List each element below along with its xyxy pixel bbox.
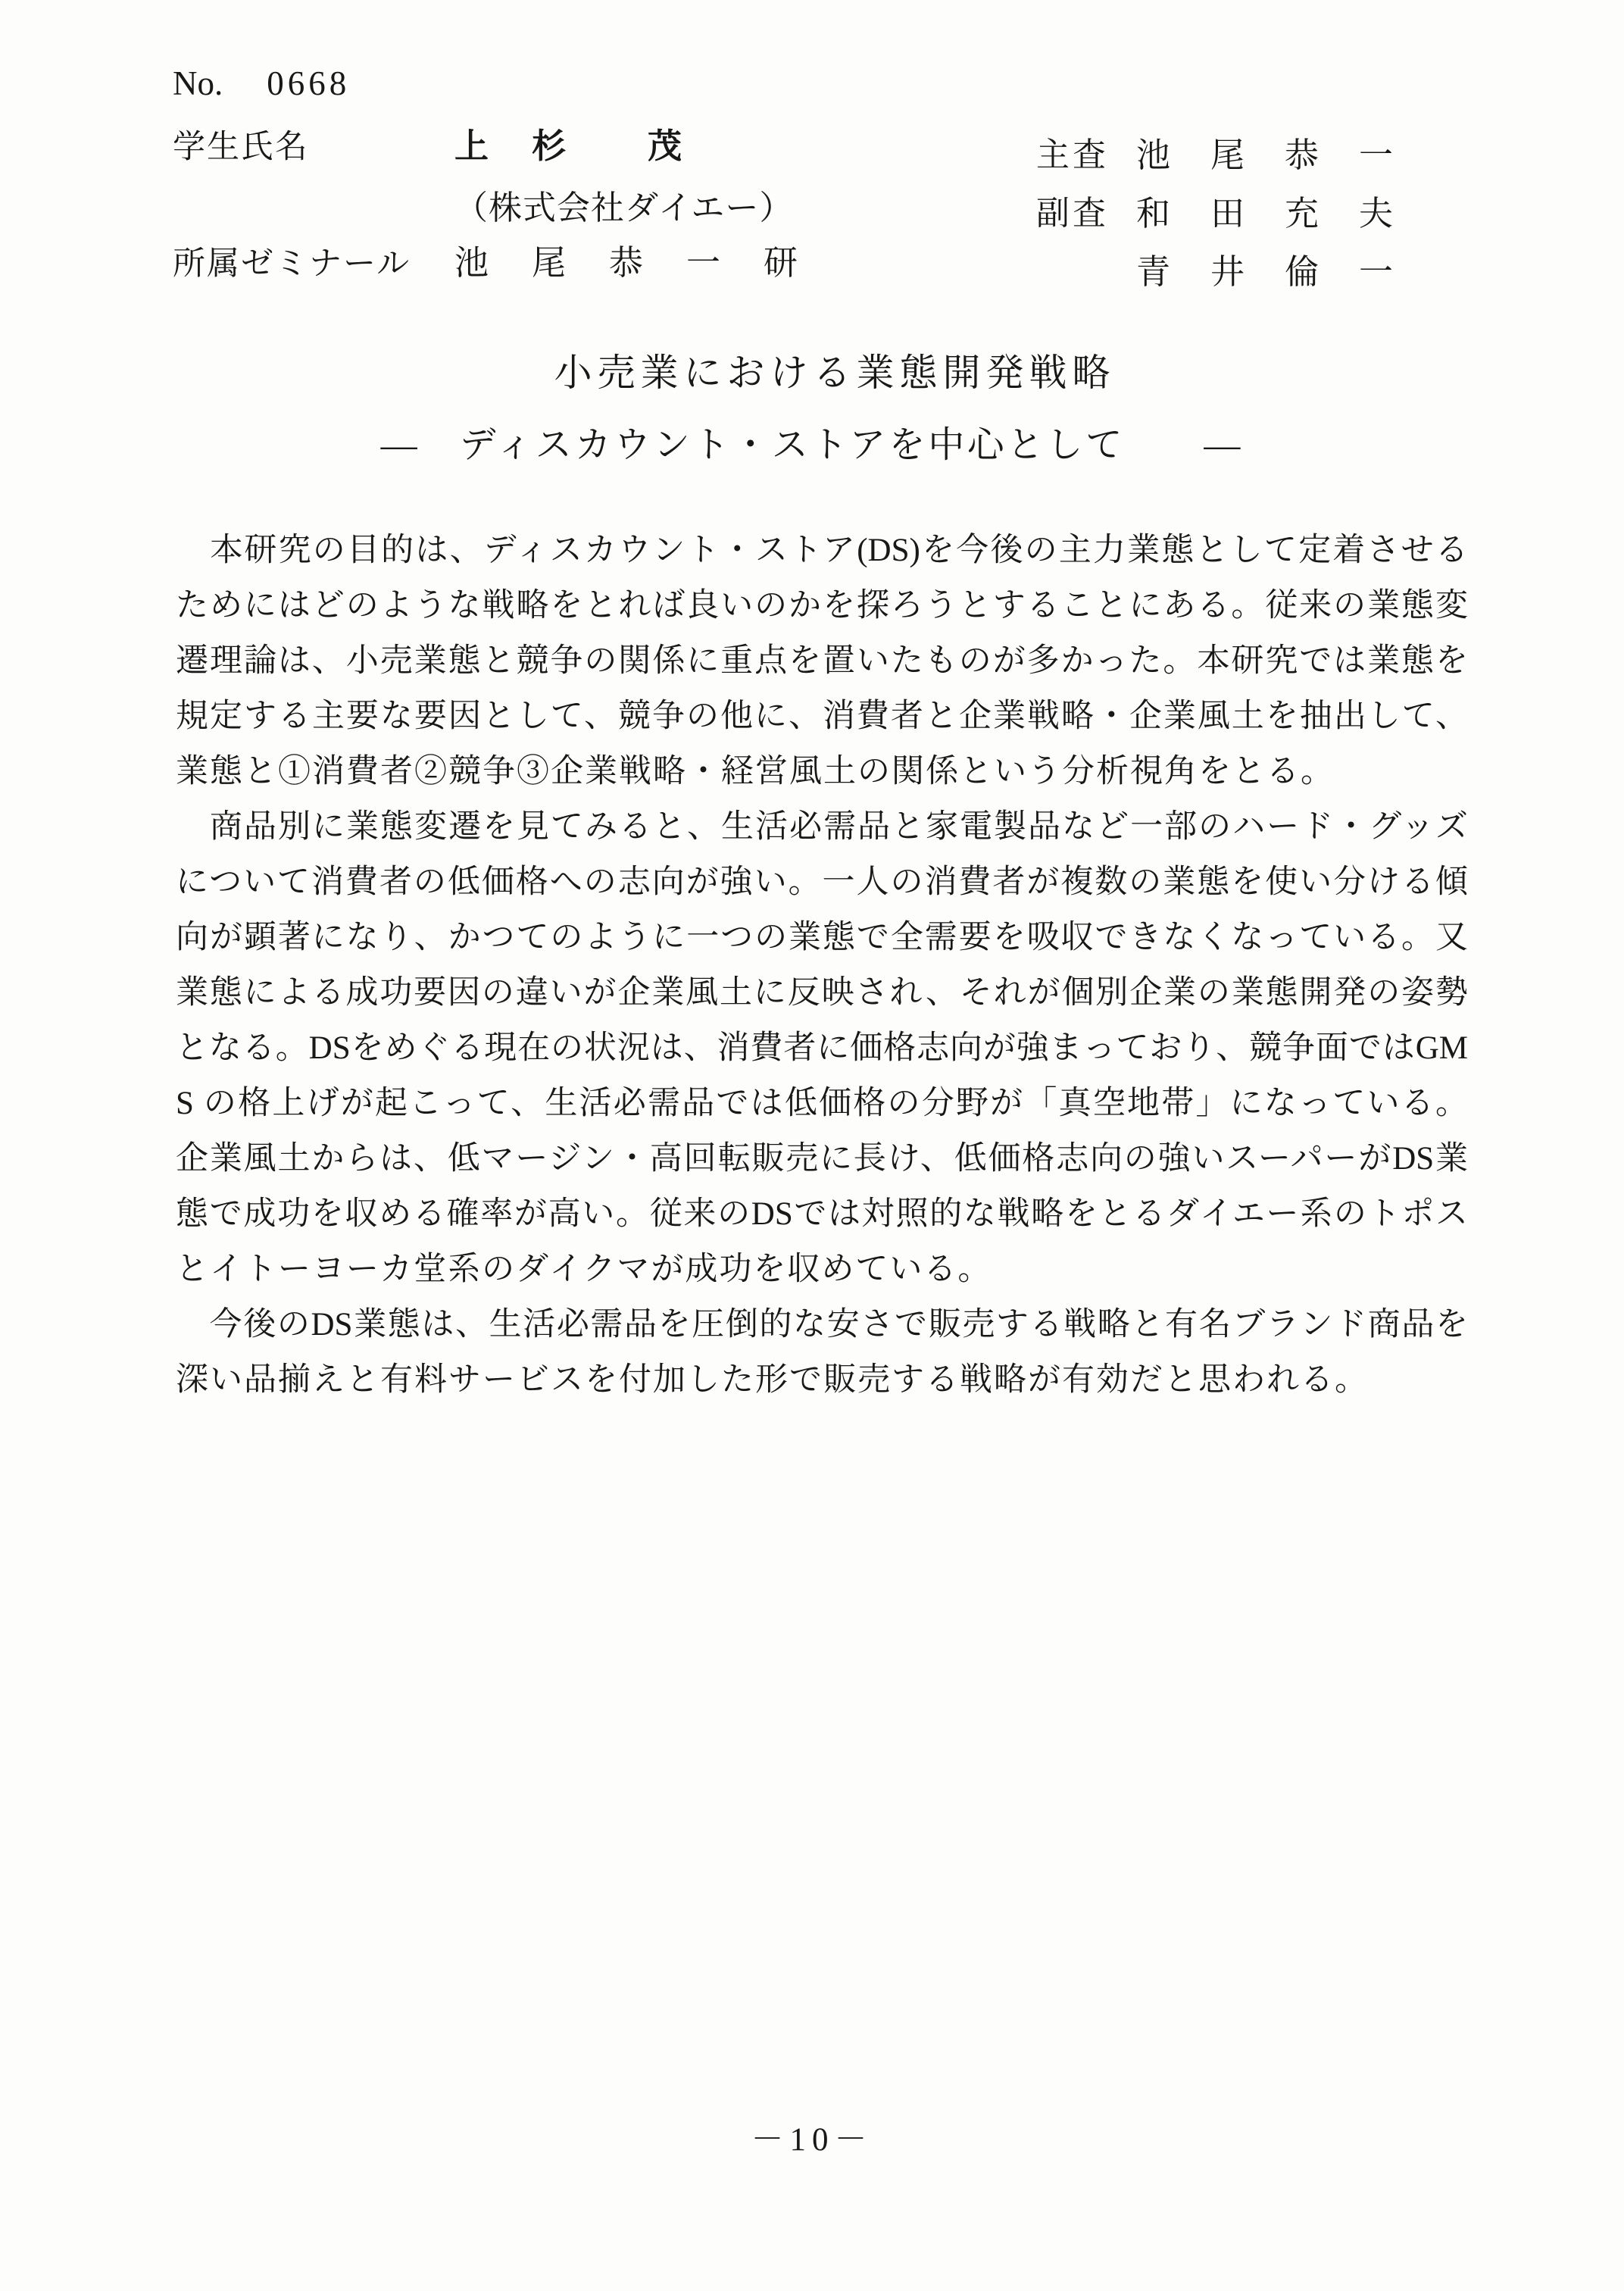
- body-line: 遷理論は、小売業態と競争の関係に重点を置いたものが多かった。本研究では業態を: [176, 643, 1468, 679]
- abstract-body: [176, 523, 1468, 1408]
- examiner-row-third: [1036, 244, 1396, 293]
- page-number: －10－: [751, 2122, 873, 2158]
- examiner-deputy-role: 副査: [1036, 195, 1109, 232]
- examiner-row-deputy: [1036, 186, 1396, 235]
- student-affiliation: （株式会社ダイエー）: [454, 189, 794, 227]
- body-line: 態で成功を収める確率が高い。従来のDSでは対照的な戦略をとるダイエー系のトポス: [176, 1196, 1468, 1232]
- thesis-title: 小売業における業態開発戦略: [554, 352, 1116, 394]
- examiner-deputy-name: 和 田 充 夫: [1136, 195, 1397, 233]
- body-line: 本研究の目的は、ディスカウント・ストア(DS)を今後の主力業態として定着させる: [176, 533, 1468, 568]
- examiner-row-chief: [1036, 127, 1396, 177]
- body-line: 深い品揃えと有料サービスを付加した形で販売する戦略が有効だと思われる。: [176, 1362, 1369, 1398]
- body-line: 商品別に業態変遷を見てみると、生活必需品と家電製品など一部のハード・グッズ: [176, 809, 1468, 845]
- body-line: 業態と①消費者②競争③企業戦略・経営風土の関係という分析視角をとる。: [176, 754, 1335, 789]
- thesis-subtitle: ― ディスカウント・ストアを中心として ―: [380, 425, 1244, 465]
- document-number: [173, 64, 350, 103]
- body-line: 向が顕著になり、かつてのように一つの業態で全需要を吸収できなくなっている。又: [176, 920, 1468, 955]
- examiner-chief-role: 主査: [1036, 136, 1109, 173]
- body-line: 企業風土からは、低マージン・高回転販売に長け、低価格志向の強いスーパーがDS業: [176, 1141, 1468, 1177]
- seminar-label: 所属ゼミナール: [173, 246, 411, 282]
- seminar-name-value: 池 尾 恭 一 研: [454, 244, 803, 282]
- body-line: 業態による成功要因の違いが企業風土に反映され、それが個別企業の業態開発の姿勢: [176, 975, 1468, 1011]
- body-line: ためにはどのような戦略をとれば良いのかを探ろうとすることにある。従来の業態変: [176, 588, 1468, 624]
- body-line: 今後のDS業態は、生活必需品を圧倒的な安さで販売する戦略と有名ブランド商品を: [176, 1307, 1468, 1342]
- body-line: 規定する主要な要因として、競争の他に、消費者と企業戦略・企業風土を抽出して、: [176, 699, 1468, 734]
- body-line: となる。DSをめぐる現在の状況は、消費者に価格志向が強まっており、競争面ではGM: [176, 1030, 1468, 1066]
- student-name-value: 上 杉 茂: [454, 127, 687, 165]
- examiner-third-name: 青 井 倫 一: [1136, 253, 1397, 291]
- body-line: とイトーヨーカ堂系のダイクマが成功を収めている。: [176, 1252, 992, 1287]
- student-name-label: 学生氏名: [173, 130, 309, 165]
- body-line: について消費者の低価格への志向が強い。一人の消費者が複数の業態を使い分ける傾: [176, 864, 1468, 900]
- document-number-label: No.: [173, 64, 223, 102]
- body-line: S の格上げが起こって、生活必需品では低価格の分野が「真空地帯」になっている。: [176, 1086, 1468, 1121]
- examiner-chief-name: 池 尾 恭 一: [1136, 136, 1397, 174]
- document-number-value: 0668: [267, 64, 351, 102]
